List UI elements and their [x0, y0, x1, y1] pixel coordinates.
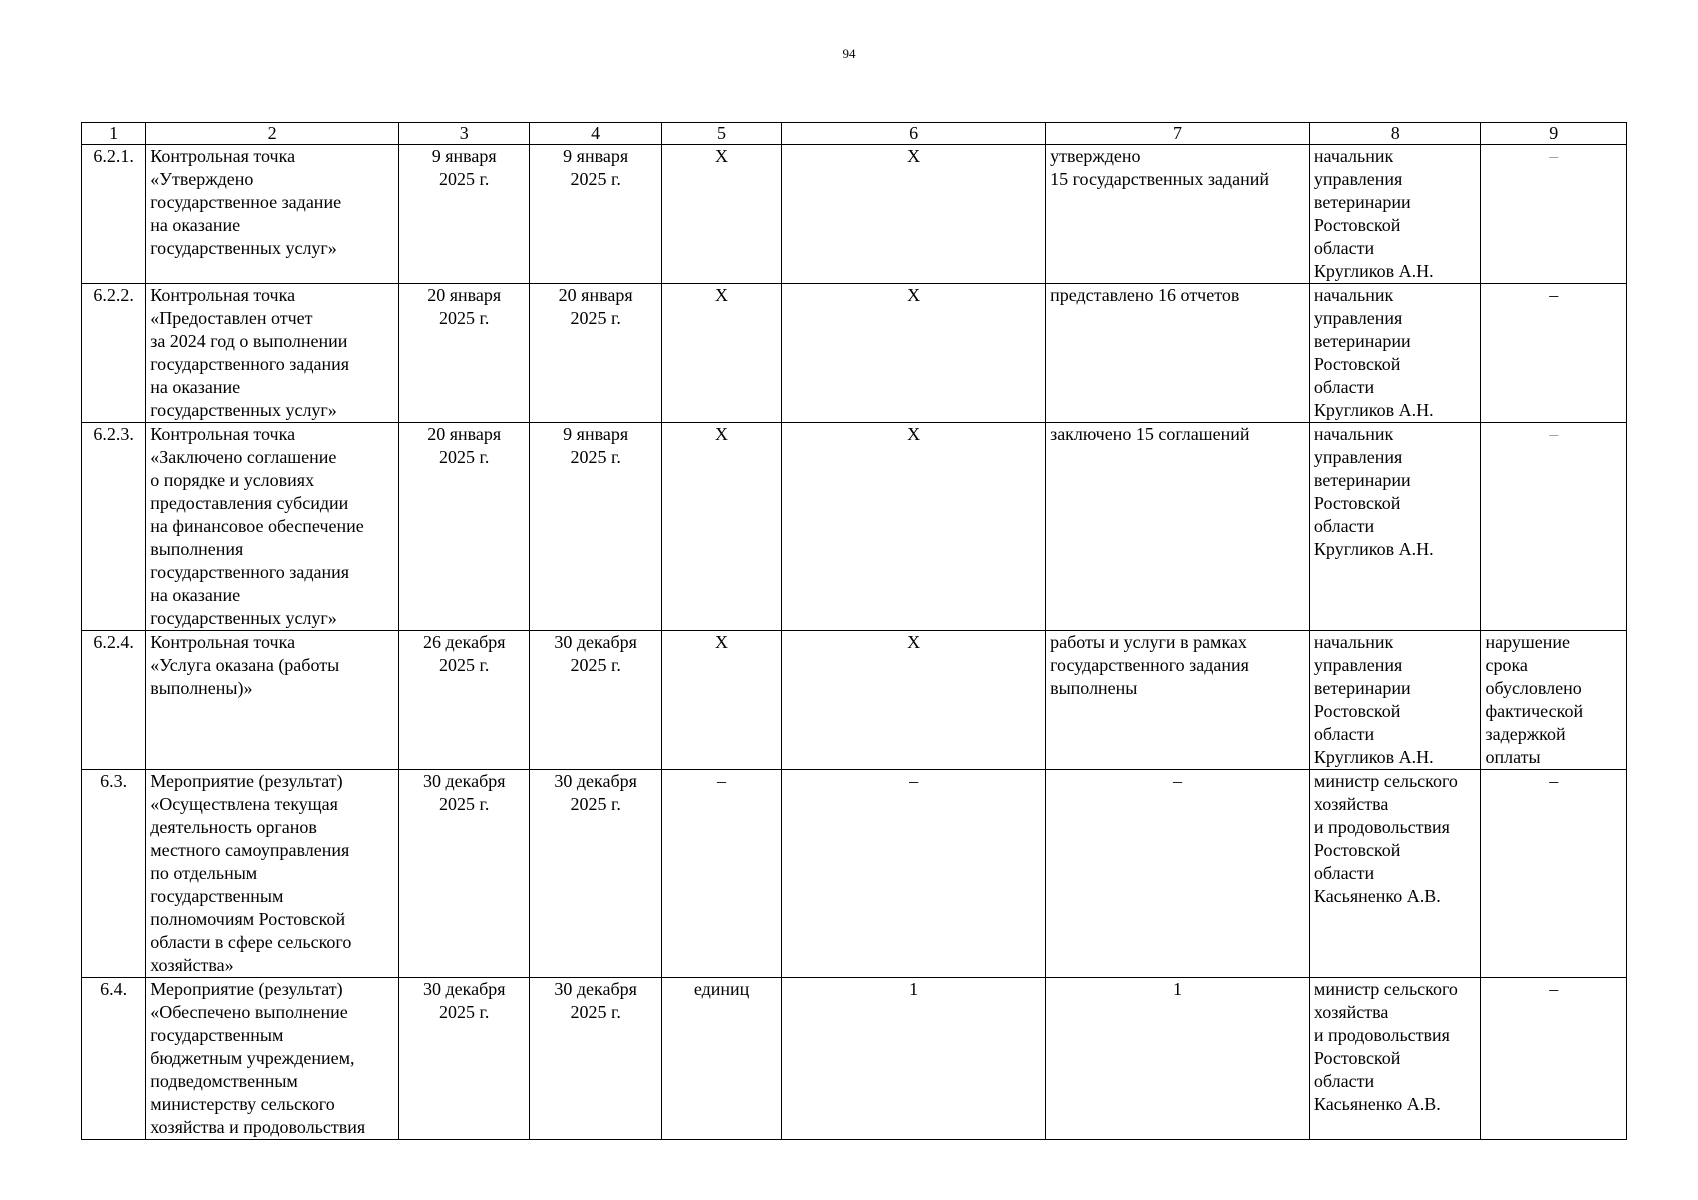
row-unit: единиц [661, 978, 781, 1140]
row-unit: X [661, 284, 781, 423]
row-value: X [782, 423, 1046, 631]
row-date-fact: 30 декабря 2025 г. [530, 770, 661, 978]
row-responsible: министр сельского хозяйства и продовольствия Ростовской области Касьяненко А.В. [1309, 770, 1481, 978]
row-value: 1 [782, 978, 1046, 1140]
table-row [82, 978, 1627, 1140]
header-col-2: 2 [146, 123, 399, 145]
table-row [82, 423, 1627, 631]
row-note: – [1481, 284, 1627, 423]
table-row [82, 145, 1627, 284]
row-note: нарушение срока обусловлено фактической задержкой оплаты [1481, 631, 1627, 770]
row-number: 6.2.1. [82, 145, 146, 284]
row-result: 1 [1046, 978, 1310, 1140]
row-name: Контрольная точка «Заключено соглашение о порядке и условиях предоставления субсидии на финансовое обеспечение выполнения государственного задания на оказание государственных услуг» [146, 423, 399, 631]
row-name: Мероприятие (результат) «Осуществлена текущая деятельность органов местного самоуправления по отдельным государственным полномочиям Ростовской области в сфере сельского хозяйства» [146, 770, 399, 978]
row-result: заключено 15 соглашений [1046, 423, 1310, 631]
row-note: – [1481, 770, 1627, 978]
header-row [82, 123, 1627, 145]
row-number: 6.2.4. [82, 631, 146, 770]
row-unit: X [661, 423, 781, 631]
row-result: работы и услуги в рамках государственного задания выполнены [1046, 631, 1310, 770]
header-col-8: 8 [1309, 123, 1481, 145]
row-responsible: начальник управления ветеринарии Ростовской области Кругликов А.Н. [1309, 145, 1481, 284]
table-row [82, 631, 1627, 770]
row-number: 6.3. [82, 770, 146, 978]
row-responsible: начальник управления ветеринарии Ростовской области Кругликов А.Н. [1309, 423, 1481, 631]
row-name: Контрольная точка «Предоставлен отчет за 2024 год о выполнении государственного задания на оказание государственных услуг» [146, 284, 399, 423]
row-value: X [782, 631, 1046, 770]
header-col-9: 9 [1481, 123, 1627, 145]
row-number: 6.4. [82, 978, 146, 1140]
table-row [82, 770, 1627, 978]
row-unit: X [661, 631, 781, 770]
row-unit: X [661, 145, 781, 284]
row-date-plan: 30 декабря 2025 г. [399, 770, 530, 978]
row-date-plan: 20 января 2025 г. [399, 423, 530, 631]
row-value: – [782, 770, 1046, 978]
row-date-fact: 9 января 2025 г. [530, 423, 661, 631]
header-col-4: 4 [530, 123, 661, 145]
row-value: X [782, 284, 1046, 423]
row-result: представлено 16 отчетов [1046, 284, 1310, 423]
row-note: – [1481, 145, 1627, 284]
row-date-plan: 30 декабря 2025 г. [399, 978, 530, 1140]
header-col-1: 1 [82, 123, 146, 145]
row-note: – [1481, 978, 1627, 1140]
page-number: 94 [842, 46, 856, 61]
row-number: 6.2.3. [82, 423, 146, 631]
row-result: утверждено 15 государственных заданий [1046, 145, 1310, 284]
row-name: Контрольная точка «Услуга оказана (работы выполнены)» [146, 631, 399, 770]
row-date-fact: 20 января 2025 г. [530, 284, 661, 423]
row-unit: – [661, 770, 781, 978]
row-date-fact: 30 декабря 2025 г. [530, 631, 661, 770]
report-table [81, 122, 1627, 1140]
row-responsible: начальник управления ветеринарии Ростовской области Кругликов А.Н. [1309, 631, 1481, 770]
table-row [82, 284, 1627, 423]
row-responsible: министр сельского хозяйства и продовольствия Ростовской области Касьяненко А.В. [1309, 978, 1481, 1140]
header-col-7: 7 [1046, 123, 1310, 145]
row-value: X [782, 145, 1046, 284]
row-date-fact: 30 декабря 2025 г. [530, 978, 661, 1140]
row-note: – [1481, 423, 1627, 631]
header-col-6: 6 [782, 123, 1046, 145]
row-responsible: начальник управления ветеринарии Ростовской области Кругликов А.Н. [1309, 284, 1481, 423]
row-name: Мероприятие (результат) «Обеспечено выполнение государственным бюджетным учреждением, подведомственным министерству сельского хозяйства и продовольствия [146, 978, 399, 1140]
header-col-5: 5 [661, 123, 781, 145]
row-number: 6.2.2. [82, 284, 146, 423]
row-date-plan: 9 января 2025 г. [399, 145, 530, 284]
row-date-plan: 26 декабря 2025 г. [399, 631, 530, 770]
row-result: – [1046, 770, 1310, 978]
row-date-plan: 20 января 2025 г. [399, 284, 530, 423]
header-col-3: 3 [399, 123, 530, 145]
row-date-fact: 9 января 2025 г. [530, 145, 661, 284]
row-name: Контрольная точка «Утверждено государственное задание на оказание государственных услуг» [146, 145, 399, 284]
